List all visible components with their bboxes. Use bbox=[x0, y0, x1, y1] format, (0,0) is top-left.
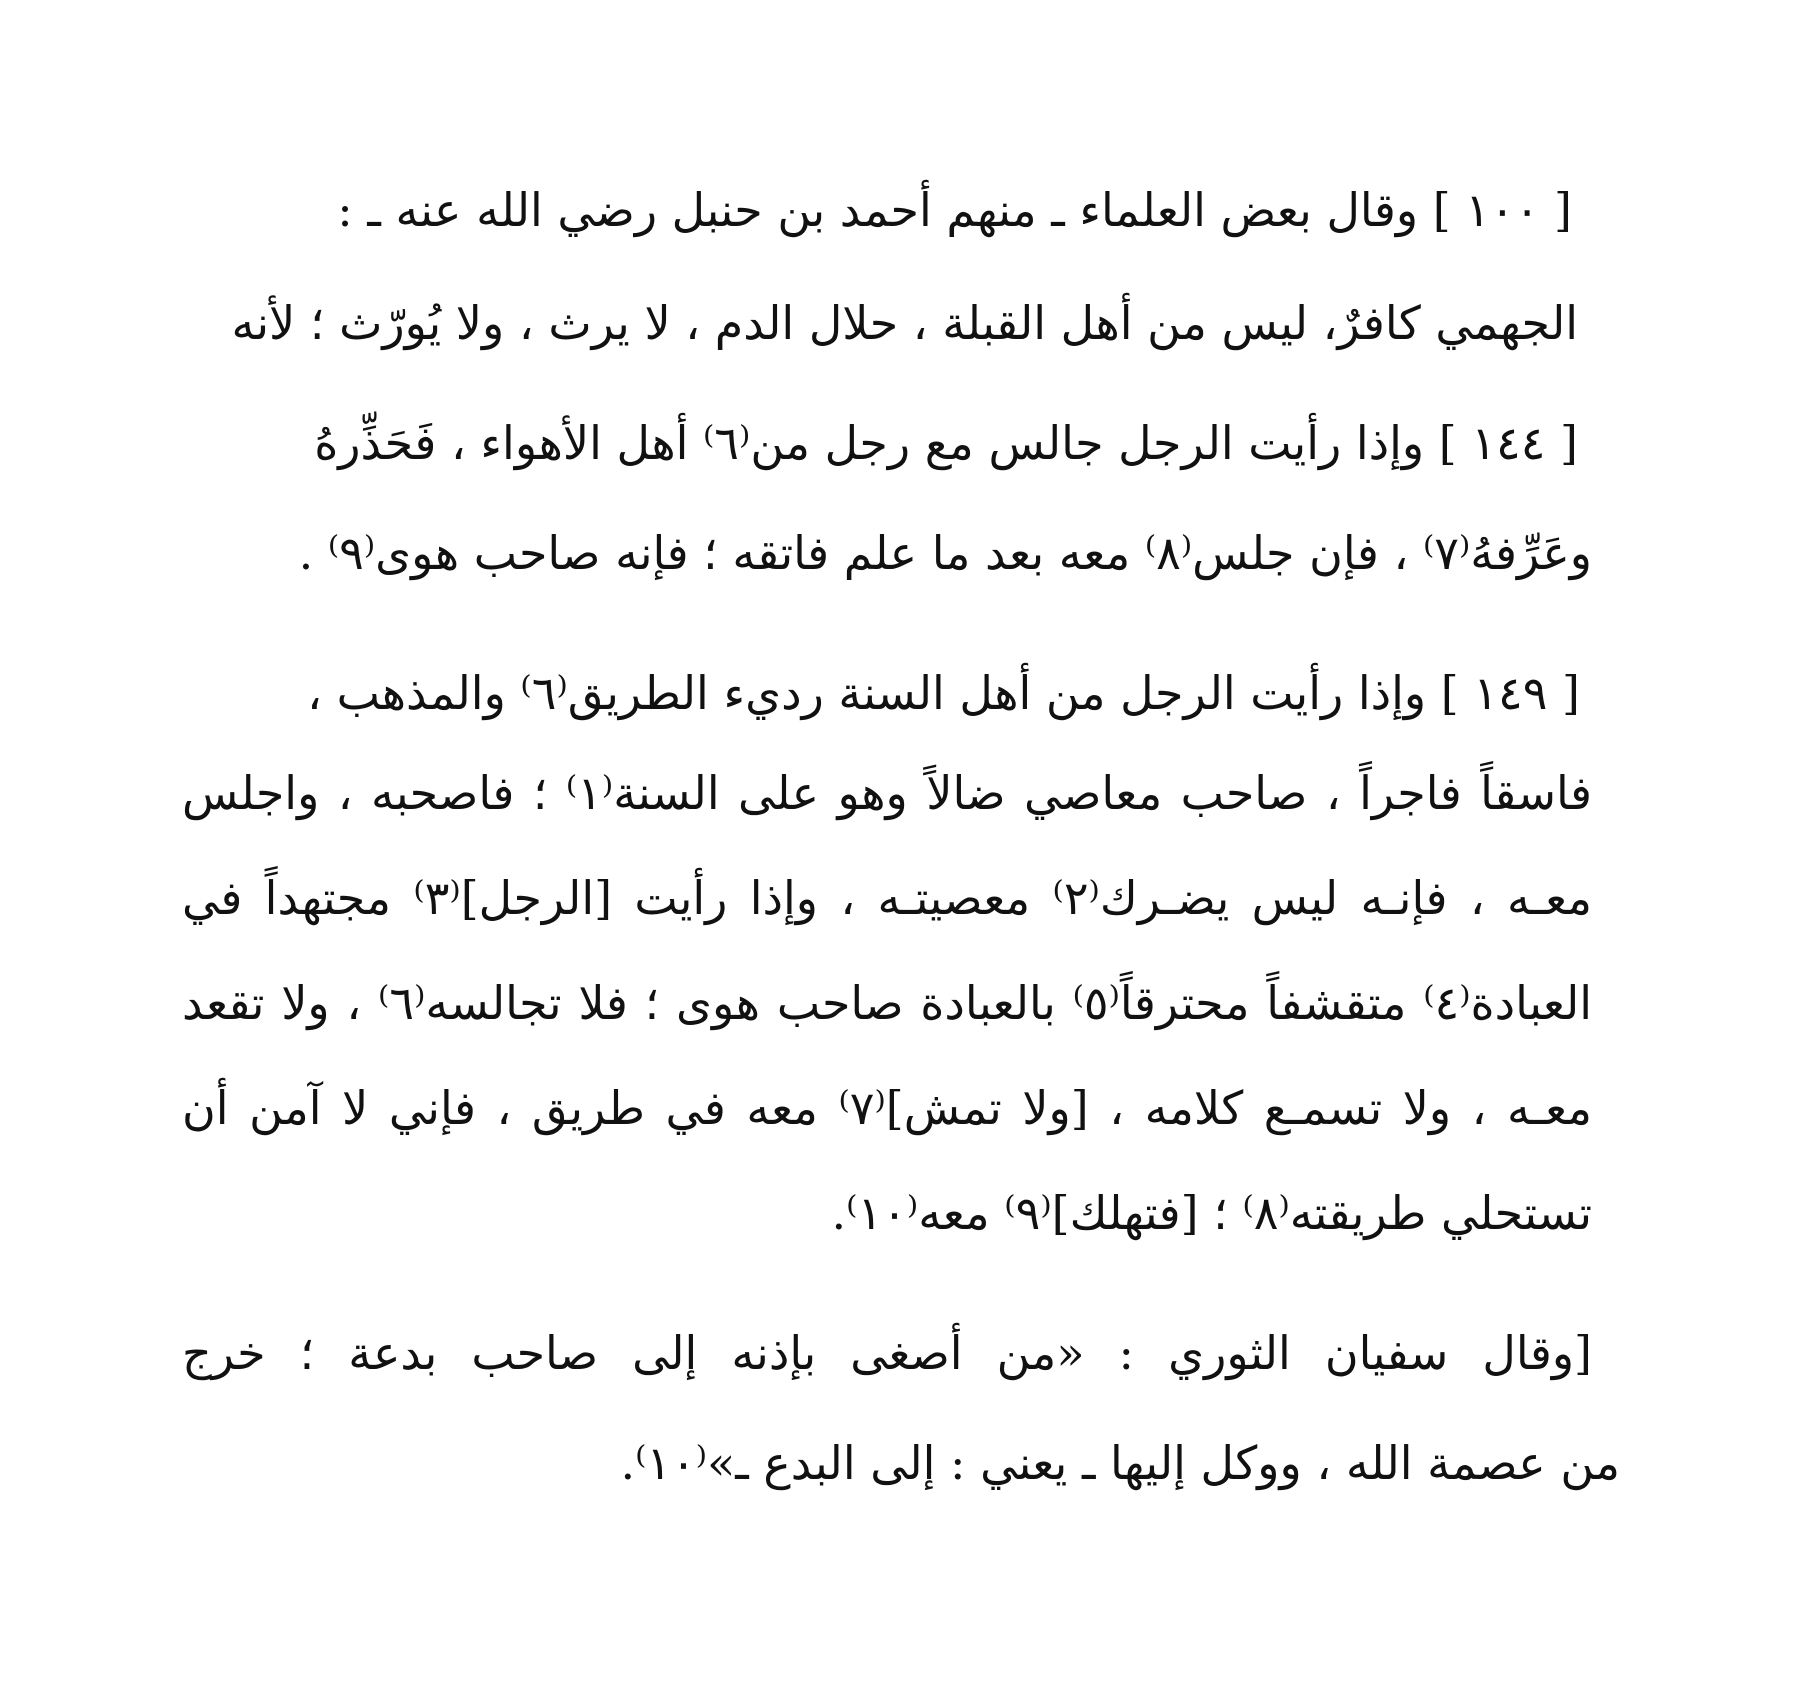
text-line-10 bbox=[831, 1186, 1592, 1240]
text-line-6 bbox=[182, 766, 1593, 820]
text-line-8 bbox=[182, 976, 1592, 1030]
text-line-5 bbox=[307, 666, 1580, 720]
text-line-12 bbox=[620, 1436, 1620, 1490]
line-12-text: من عصمة الله ، ووكل إليها ـ يعني : إلى البدع ـ»⁽١٠⁾. bbox=[620, 1436, 1620, 1490]
line-1-text: [ ١٠٠ ] وقال بعض العلماء ـ منهم أحمد بن حنبل رضي الله عنه ـ : bbox=[337, 183, 1572, 237]
line-4-text: وعَرِّفهُ⁽٧⁾ ، فإن جلس⁽٨⁾ معه بعد ما علم فاتقه ؛ فإنه صاحب هوى⁽٩⁾ . bbox=[298, 526, 1592, 580]
line-11-text: [وقال سفيان الثوري : «من أصغى بإذنه إلى صاحب بدعة ؛ خرج bbox=[182, 1326, 1592, 1380]
line-6-text: فاسقاً فاجراً ، صاحب معاصي ضالاً وهو على السنة⁽١⁾ ؛ فاصحبه ، واجلس bbox=[182, 766, 1593, 820]
line-3-text: [ ١٤٤ ] وإذا رأيت الرجل جالس مع رجل من⁽٦⁾ أهل الأهواء ، فَحَذِّرهُ bbox=[314, 416, 1578, 470]
line-10-text: تستحلي طريقته⁽٨⁾ ؛ [فتهلك]⁽٩⁾ معه⁽١٠⁾. bbox=[831, 1186, 1592, 1240]
text-line-4 bbox=[298, 526, 1592, 580]
text-line-2 bbox=[231, 296, 1578, 350]
text-line-9 bbox=[182, 1081, 1593, 1135]
text-line-11 bbox=[182, 1326, 1592, 1380]
line-2-text: الجهمي كافرٌ، ليس من أهل القبلة ، حلال الدم ، لا يرث ، ولا يُورّث ؛ لأنه bbox=[231, 296, 1578, 350]
line-5-text: [ ١٤٩ ] وإذا رأيت الرجل من أهل السنة رديء الطريق⁽٦⁾ والمذهب ، bbox=[307, 666, 1580, 720]
line-7-text: معـه ، فإنـه ليس يضـرك⁽٢⁾ معصيتـه ، وإذا رأيت [الرجل]⁽٣⁾ مجتهداً في bbox=[182, 871, 1593, 925]
line-8-text: العبادة⁽٤⁾ متقشفاً محترقاً⁽٥⁾ بالعبادة صاحب هوى ؛ فلا تجالسه⁽٦⁾ ، ولا تقعد bbox=[182, 976, 1592, 1030]
text-line-3 bbox=[314, 416, 1578, 470]
line-9-text: معـه ، ولا تسمـع كلامه ، [ولا تمش]⁽٧⁾ معه في طريق ، فإني لا آمن أن bbox=[182, 1081, 1593, 1135]
text-line-7 bbox=[182, 871, 1593, 925]
text-line-1 bbox=[337, 183, 1572, 237]
